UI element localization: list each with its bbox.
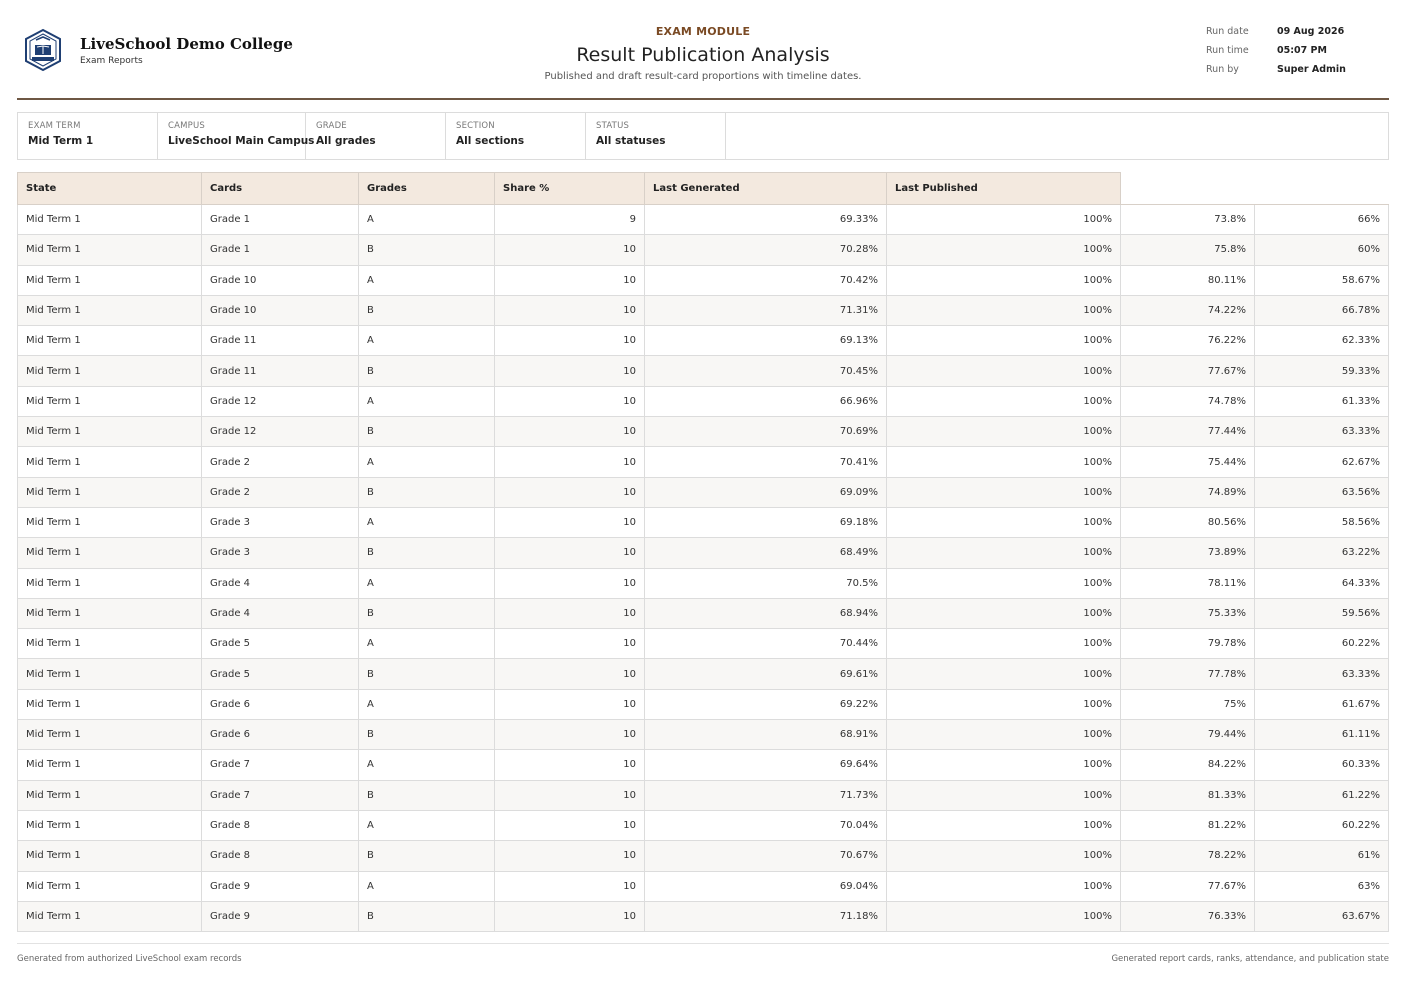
- table-cell: 75.8%: [1121, 235, 1255, 265]
- table-row[interactable]: [18, 629, 1389, 659]
- table-cell: 10: [495, 417, 645, 447]
- table-row[interactable]: [18, 447, 1389, 477]
- table-cell: 70.69%: [645, 417, 887, 447]
- table-cell: 63.22%: [1255, 538, 1389, 568]
- run-by-value: Super Admin: [1277, 64, 1346, 75]
- table-cell: Mid Term 1: [18, 417, 202, 447]
- table-cell: 10: [495, 356, 645, 386]
- footer-note-right: Generated report cards, ranks, attendance, and publication state: [1111, 954, 1389, 964]
- table-cell: 79.78%: [1121, 629, 1255, 659]
- college-subtitle: Exam Reports: [80, 56, 143, 66]
- table-cell: 10: [495, 235, 645, 265]
- table-cell: 66.78%: [1255, 295, 1389, 325]
- table-cell: Grade 7: [202, 750, 359, 780]
- table-row[interactable]: [18, 901, 1389, 931]
- table-cell: Mid Term 1: [18, 507, 202, 537]
- table-cell: 74.78%: [1121, 386, 1255, 416]
- table-row[interactable]: [18, 326, 1389, 356]
- filter-label: EXAM TERM: [28, 121, 81, 131]
- table-cell: 76.33%: [1121, 901, 1255, 931]
- table-cell: 100%: [887, 265, 1121, 295]
- report-header: [17, 0, 1389, 100]
- table-cell: A: [359, 689, 495, 719]
- table-cell: 69.18%: [645, 507, 887, 537]
- column-header[interactable]: Last Published: [887, 173, 1121, 205]
- table-cell: 100%: [887, 841, 1121, 871]
- table-cell: 10: [495, 720, 645, 750]
- table-cell: Grade 2: [202, 447, 359, 477]
- table-cell: Grade 12: [202, 417, 359, 447]
- filter-bar: [17, 112, 1389, 160]
- run-by-label: Run by: [1206, 64, 1239, 75]
- table-cell: 9: [495, 205, 645, 235]
- table-cell: Mid Term 1: [18, 477, 202, 507]
- table-cell: 10: [495, 568, 645, 598]
- table-cell: 100%: [887, 386, 1121, 416]
- table-cell: 100%: [887, 629, 1121, 659]
- table-cell: A: [359, 265, 495, 295]
- column-header[interactable]: State: [18, 173, 202, 205]
- table-cell: B: [359, 235, 495, 265]
- table-row[interactable]: [18, 780, 1389, 810]
- table-cell: 100%: [887, 447, 1121, 477]
- table-cell: 100%: [887, 659, 1121, 689]
- table-cell: 100%: [887, 538, 1121, 568]
- table-cell: 68.91%: [645, 720, 887, 750]
- table-cell: 59.33%: [1255, 356, 1389, 386]
- filter-value: All grades: [316, 135, 376, 147]
- table-cell: 70.41%: [645, 447, 887, 477]
- table-cell: Mid Term 1: [18, 568, 202, 598]
- table-cell: 70.5%: [645, 568, 887, 598]
- table-cell: Grade 6: [202, 720, 359, 750]
- filter-section[interactable]: [446, 113, 586, 159]
- table-cell: 61.11%: [1255, 720, 1389, 750]
- column-header-blank: [1121, 173, 1255, 205]
- table-cell: 10: [495, 629, 645, 659]
- table-cell: Grade 9: [202, 871, 359, 901]
- table-cell: 60.22%: [1255, 810, 1389, 840]
- table-cell: 70.04%: [645, 810, 887, 840]
- table-cell: Mid Term 1: [18, 386, 202, 416]
- report-page: [17, 0, 1389, 984]
- table-cell: Grade 6: [202, 689, 359, 719]
- table-cell: A: [359, 871, 495, 901]
- table-cell: Grade 5: [202, 659, 359, 689]
- table-row[interactable]: [18, 386, 1389, 416]
- table-cell: 70.67%: [645, 841, 887, 871]
- table-cell: 69.13%: [645, 326, 887, 356]
- page-title: Result Publication Analysis: [576, 44, 830, 66]
- table-cell: A: [359, 810, 495, 840]
- table-cell: 84.22%: [1121, 750, 1255, 780]
- table-cell: Mid Term 1: [18, 689, 202, 719]
- table-cell: 74.22%: [1121, 295, 1255, 325]
- results-table-wrap: [17, 172, 1389, 932]
- table-cell: 10: [495, 477, 645, 507]
- table-cell: 81.22%: [1121, 810, 1255, 840]
- table-cell: A: [359, 386, 495, 416]
- table-cell: Grade 11: [202, 326, 359, 356]
- run-time-label: Run time: [1206, 45, 1249, 56]
- table-cell: A: [359, 205, 495, 235]
- table-cell: Mid Term 1: [18, 538, 202, 568]
- table-cell: 100%: [887, 417, 1121, 447]
- table-cell: 61.22%: [1255, 780, 1389, 810]
- filter-label: CAMPUS: [168, 121, 206, 131]
- table-cell: B: [359, 295, 495, 325]
- table-cell: B: [359, 417, 495, 447]
- table-cell: Mid Term 1: [18, 659, 202, 689]
- table-row[interactable]: [18, 659, 1389, 689]
- table-row[interactable]: [18, 538, 1389, 568]
- table-cell: 80.11%: [1121, 265, 1255, 295]
- column-header-blank: [1255, 173, 1389, 205]
- table-cell: Grade 5: [202, 629, 359, 659]
- table-cell: 60.33%: [1255, 750, 1389, 780]
- table-cell: Grade 9: [202, 901, 359, 931]
- table-cell: 73.89%: [1121, 538, 1255, 568]
- table-cell: Grade 11: [202, 356, 359, 386]
- table-cell: 60%: [1255, 235, 1389, 265]
- filter-status[interactable]: [586, 113, 726, 159]
- table-cell: 78.22%: [1121, 841, 1255, 871]
- table-cell: 100%: [887, 326, 1121, 356]
- table-cell: 100%: [887, 235, 1121, 265]
- run-date-label: Run date: [1206, 26, 1249, 37]
- table-cell: 10: [495, 810, 645, 840]
- table-cell: 100%: [887, 477, 1121, 507]
- table-cell: Grade 2: [202, 477, 359, 507]
- column-header[interactable]: Last Generated: [645, 173, 887, 205]
- filter-grade[interactable]: [306, 113, 446, 159]
- table-cell: 70.44%: [645, 629, 887, 659]
- table-cell: Mid Term 1: [18, 265, 202, 295]
- table-cell: 77.67%: [1121, 871, 1255, 901]
- table-cell: 10: [495, 598, 645, 628]
- filter-label: STATUS: [596, 121, 630, 131]
- table-cell: Grade 12: [202, 386, 359, 416]
- table-cell: 71.73%: [645, 780, 887, 810]
- table-cell: 10: [495, 901, 645, 931]
- table-cell: 70.45%: [645, 356, 887, 386]
- filter-value: All statuses: [596, 135, 666, 147]
- table-cell: Mid Term 1: [18, 295, 202, 325]
- table-cell: 63.33%: [1255, 659, 1389, 689]
- results-table: [17, 172, 1389, 932]
- table-cell: B: [359, 720, 495, 750]
- table-cell: 58.56%: [1255, 507, 1389, 537]
- table-cell: Grade 8: [202, 841, 359, 871]
- table-cell: 70.28%: [645, 235, 887, 265]
- filter-campus[interactable]: [158, 113, 315, 159]
- table-cell: 66.96%: [645, 386, 887, 416]
- table-cell: 61.33%: [1255, 386, 1389, 416]
- table-row[interactable]: [18, 507, 1389, 537]
- table-cell: 100%: [887, 205, 1121, 235]
- table-cell: 70.42%: [645, 265, 887, 295]
- table-row[interactable]: [18, 265, 1389, 295]
- table-cell: 10: [495, 538, 645, 568]
- table-cell: A: [359, 750, 495, 780]
- table-cell: 10: [495, 326, 645, 356]
- column-header[interactable]: Cards: [202, 173, 359, 205]
- table-cell: 81.33%: [1121, 780, 1255, 810]
- table-cell: 69.04%: [645, 871, 887, 901]
- table-cell: 100%: [887, 295, 1121, 325]
- run-date-value: 09 Aug 2026: [1277, 26, 1345, 37]
- table-cell: B: [359, 356, 495, 386]
- table-cell: 75.44%: [1121, 447, 1255, 477]
- table-cell: Mid Term 1: [18, 841, 202, 871]
- table-cell: 63%: [1255, 871, 1389, 901]
- table-row[interactable]: [18, 205, 1389, 235]
- table-row[interactable]: [18, 720, 1389, 750]
- table-cell: 71.18%: [645, 901, 887, 931]
- table-cell: 100%: [887, 598, 1121, 628]
- table-row[interactable]: [18, 689, 1389, 719]
- table-cell: 61.67%: [1255, 689, 1389, 719]
- footer-divider: [17, 943, 1389, 944]
- filter-exam-term[interactable]: [18, 113, 158, 159]
- table-cell: 77.44%: [1121, 417, 1255, 447]
- table-cell: 77.78%: [1121, 659, 1255, 689]
- table-cell: 69.22%: [645, 689, 887, 719]
- table-cell: 79.44%: [1121, 720, 1255, 750]
- table-cell: Mid Term 1: [18, 871, 202, 901]
- table-cell: 100%: [887, 568, 1121, 598]
- table-cell: 10: [495, 265, 645, 295]
- table-cell: 10: [495, 659, 645, 689]
- table-cell: 62.67%: [1255, 447, 1389, 477]
- table-cell: B: [359, 598, 495, 628]
- college-name: LiveSchool Demo College: [80, 35, 293, 53]
- run-time-value: 05:07 PM: [1277, 45, 1327, 56]
- table-cell: Grade 4: [202, 568, 359, 598]
- table-cell: 100%: [887, 356, 1121, 386]
- table-cell: 60.22%: [1255, 629, 1389, 659]
- page-subtitle: Published and draft result-card proportions with timeline dates.: [544, 71, 862, 82]
- table-row[interactable]: [18, 871, 1389, 901]
- table-cell: A: [359, 326, 495, 356]
- table-cell: 10: [495, 295, 645, 325]
- table-cell: 68.49%: [645, 538, 887, 568]
- table-cell: 77.67%: [1121, 356, 1255, 386]
- table-cell: 100%: [887, 871, 1121, 901]
- table-cell: B: [359, 477, 495, 507]
- table-cell: A: [359, 447, 495, 477]
- table-cell: 63.67%: [1255, 901, 1389, 931]
- table-cell: 63.56%: [1255, 477, 1389, 507]
- table-cell: Grade 3: [202, 538, 359, 568]
- table-cell: 69.61%: [645, 659, 887, 689]
- table-row[interactable]: [18, 295, 1389, 325]
- table-cell: B: [359, 538, 495, 568]
- table-cell: 100%: [887, 507, 1121, 537]
- column-header[interactable]: Share %: [495, 173, 645, 205]
- table-body: [18, 205, 1389, 932]
- table-cell: 63.33%: [1255, 417, 1389, 447]
- table-cell: Grade 7: [202, 780, 359, 810]
- table-row[interactable]: [18, 568, 1389, 598]
- table-cell: Mid Term 1: [18, 235, 202, 265]
- table-cell: 78.11%: [1121, 568, 1255, 598]
- table-cell: 80.56%: [1121, 507, 1255, 537]
- table-cell: 100%: [887, 750, 1121, 780]
- table-cell: 62.33%: [1255, 326, 1389, 356]
- table-cell: 59.56%: [1255, 598, 1389, 628]
- table-cell: 100%: [887, 810, 1121, 840]
- filter-value: All sections: [456, 135, 525, 147]
- table-cell: 75%: [1121, 689, 1255, 719]
- table-cell: 10: [495, 841, 645, 871]
- table-cell: 69.09%: [645, 477, 887, 507]
- table-cell: Mid Term 1: [18, 205, 202, 235]
- table-cell: Mid Term 1: [18, 326, 202, 356]
- table-cell: 10: [495, 386, 645, 416]
- table-cell: Mid Term 1: [18, 447, 202, 477]
- table-cell: 61%: [1255, 841, 1389, 871]
- table-cell: 74.89%: [1121, 477, 1255, 507]
- table-cell: 58.67%: [1255, 265, 1389, 295]
- table-cell: 69.33%: [645, 205, 887, 235]
- table-cell: 10: [495, 780, 645, 810]
- table-row[interactable]: [18, 417, 1389, 447]
- table-cell: 75.33%: [1121, 598, 1255, 628]
- table-cell: 10: [495, 447, 645, 477]
- table-row[interactable]: [18, 598, 1389, 628]
- table-cell: Grade 3: [202, 507, 359, 537]
- filter-label: SECTION: [456, 121, 495, 131]
- table-cell: A: [359, 507, 495, 537]
- table-cell: B: [359, 780, 495, 810]
- table-cell: 10: [495, 871, 645, 901]
- filter-label: GRADE: [316, 121, 347, 131]
- table-cell: Grade 10: [202, 295, 359, 325]
- table-row[interactable]: [18, 356, 1389, 386]
- module-label: EXAM MODULE: [655, 25, 751, 38]
- table-cell: Grade 1: [202, 235, 359, 265]
- table-header-row: [18, 173, 1389, 205]
- table-cell: Mid Term 1: [18, 810, 202, 840]
- table-cell: Mid Term 1: [18, 780, 202, 810]
- table-row[interactable]: [18, 235, 1389, 265]
- table-cell: Mid Term 1: [18, 750, 202, 780]
- table-cell: B: [359, 901, 495, 931]
- table-cell: 100%: [887, 720, 1121, 750]
- table-cell: 73.8%: [1121, 205, 1255, 235]
- table-cell: Grade 1: [202, 205, 359, 235]
- table-cell: 10: [495, 689, 645, 719]
- table-row[interactable]: [18, 810, 1389, 840]
- table-cell: 71.31%: [645, 295, 887, 325]
- table-cell: Mid Term 1: [18, 356, 202, 386]
- table-cell: 100%: [887, 780, 1121, 810]
- table-row[interactable]: [18, 477, 1389, 507]
- table-cell: B: [359, 659, 495, 689]
- table-cell: A: [359, 568, 495, 598]
- table-cell: 100%: [887, 689, 1121, 719]
- filter-value: Mid Term 1: [28, 135, 94, 147]
- table-cell: 68.94%: [645, 598, 887, 628]
- footer-note-left: Generated from authorized LiveSchool exam records: [17, 954, 242, 964]
- filter-value: LiveSchool Main Campus: [168, 135, 315, 147]
- table-cell: 100%: [887, 901, 1121, 931]
- table-cell: Grade 4: [202, 598, 359, 628]
- table-cell: 76.22%: [1121, 326, 1255, 356]
- table-cell: 69.64%: [645, 750, 887, 780]
- table-row[interactable]: [18, 841, 1389, 871]
- table-cell: Mid Term 1: [18, 720, 202, 750]
- table-cell: Grade 8: [202, 810, 359, 840]
- table-row[interactable]: [18, 750, 1389, 780]
- column-header[interactable]: Grades: [359, 173, 495, 205]
- table-cell: Mid Term 1: [18, 901, 202, 931]
- table-cell: Grade 10: [202, 265, 359, 295]
- table-cell: A: [359, 629, 495, 659]
- table-cell: 10: [495, 750, 645, 780]
- table-cell: 66%: [1255, 205, 1389, 235]
- table-cell: 64.33%: [1255, 568, 1389, 598]
- table-cell: Mid Term 1: [18, 598, 202, 628]
- table-cell: B: [359, 841, 495, 871]
- table-cell: 10: [495, 507, 645, 537]
- table-cell: Mid Term 1: [18, 629, 202, 659]
